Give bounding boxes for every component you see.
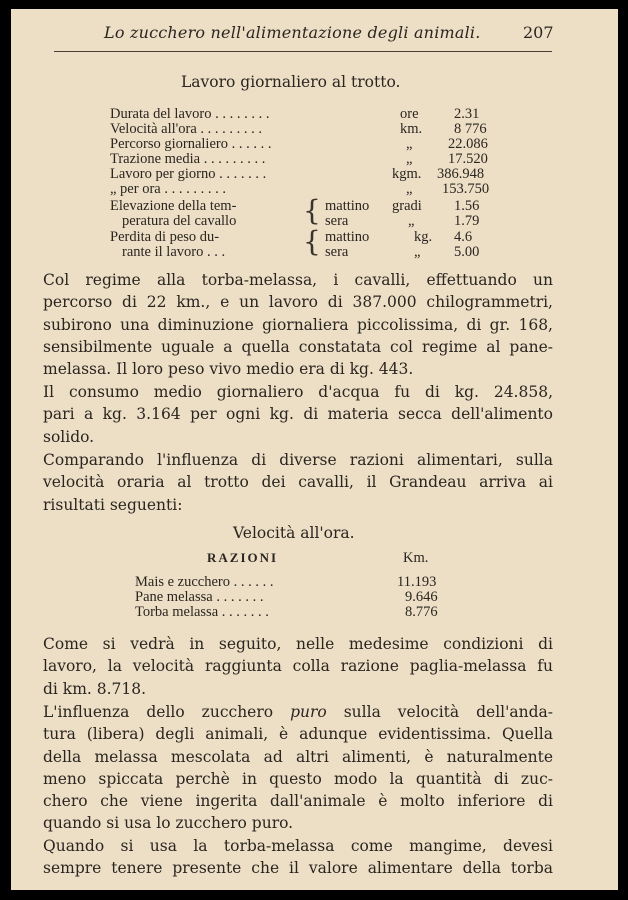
paragraph-comparando: Comparando l'influenza di diverse razioni alimentari, sulla velocità oraria al trotto dei cavalli, il Grandeau arriva ai risultati seguenti: (43, 451, 553, 514)
brace-icon: { (303, 194, 321, 227)
paragraph-come-si-vedra: Come si vedrà in seguito, nelle medesime condizioni di lavoro, la velocità raggiunta colla razione paglia-melassa fu di km. 8.718. (43, 635, 553, 698)
paragraph-consumo-acqua: Il consumo medio giornaliero d'acqua fu di kg. 24.858, pari a kg. 3.164 per ogni kg. di materia secca dell'alimento solido. (43, 383, 553, 446)
paragraph-quando-si-usa: Quando si usa la torba-melassa come mangime, devesi sempre tenere presente che il valore alimentare della torba (43, 837, 553, 878)
speed-table-heading: Velocità all'ora. (233, 524, 355, 542)
running-title: Lo zucchero nell'alimentazione degli animali. (104, 23, 481, 42)
section-heading-trotto: Lavoro giornaliero al trotto. (181, 73, 401, 91)
header-rule (54, 51, 552, 52)
running-header (11, 23, 618, 47)
page-number: 207 (523, 23, 554, 42)
paragraph-influenza-zucchero: L'influenza dello zucchero puro sulla velocità dell'anda- tura (libera) degli animali, è adunque evidentissima. Quella della melassa mescolata ad altri alimenti, è naturalmente meno spiccata perchè in questo modo la quantità di zuc- chero che viene ingerita dall'animale è molto inferiore di quando si usa lo zucchero puro. (43, 703, 553, 833)
paragraph-torba-melassa: Col regime alla torba-melassa, i cavalli, effettuando un percorso di 22 km., e un lavoro di 387.000 chilogrammetri, subirono una diminuzione giornaliera piccolissima, di gr. 168, sensibilmente uguale a quella constatata col regime al pane- melassa. Il loro peso vivo medio era di kg. 443. (43, 271, 553, 379)
speed-table: RAZIONI Km. Mais e zucchero . . . . . . 11.193 Pane melassa . . . . . . . 9.646 Torba melassa . . . . . . . 8.776 (135, 550, 438, 620)
book-page (11, 9, 618, 890)
brace-icon: { (303, 225, 321, 258)
work-table: Durata del lavoro . . . . . . . . ore 2.31 Velocità all'ora . . . . . . . . . km. 8 776 Percorso giornaliero . . . . . . „ 22.086 Trazione media . . . . . . . . . „ 17.520 Lavoro per giorno . . . . . . . kgm. 386.948 „ per ora . . . . . . . . . „ 153.750 Elevazione della tem- mattino gradi 1.56 peratura del cavallo sera „ 1.79 { Perdita di peso du- mattino kg. 4.6 rante il lavoro . . . sera „ 5.00 { (110, 106, 490, 260)
